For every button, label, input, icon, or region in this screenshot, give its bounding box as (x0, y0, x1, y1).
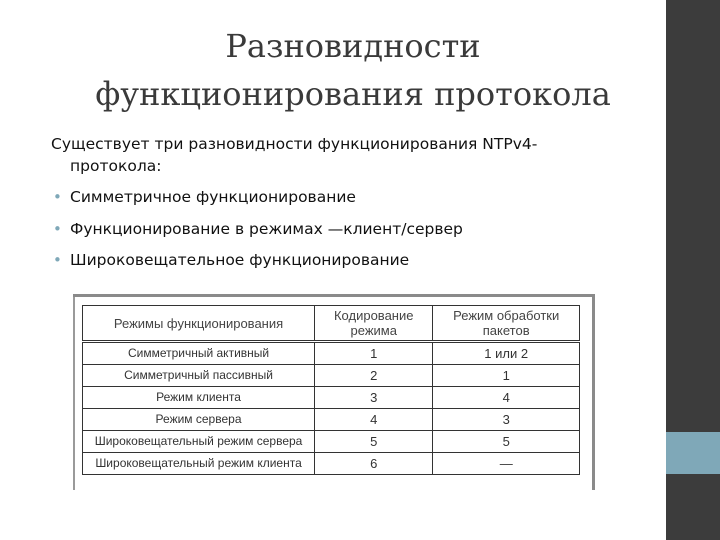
bullet-item (51, 249, 651, 271)
cell-mode: Режим сервера (83, 409, 315, 431)
cell-mode: Симметричный активный (83, 342, 315, 365)
slide-title (40, 22, 666, 118)
title-line-2: функционирования протокола (95, 75, 611, 113)
table-row (83, 387, 580, 409)
cell-packet: 4 (433, 387, 580, 409)
bullet-dot-icon: • (53, 219, 62, 238)
bullet-item (51, 186, 651, 208)
cell-mode: Симметричный пассивный (83, 365, 315, 387)
slide-body (51, 133, 651, 281)
cell-code: 3 (315, 387, 433, 409)
modes-table (82, 305, 580, 475)
cell-code: 5 (315, 431, 433, 453)
cell-code: 2 (315, 365, 433, 387)
cell-packet: 1 (433, 365, 580, 387)
table-row (83, 453, 580, 475)
intro-line-1: Существует три разновидности функционирования NTPv4- (51, 135, 538, 153)
cell-packet: 3 (433, 409, 580, 431)
bullet-text: Функционирование в режимах —клиент/сервер (70, 219, 463, 238)
table-row (83, 342, 580, 365)
cell-packet: — (433, 453, 580, 475)
cell-mode: Широковещательный режим клиента (83, 453, 315, 475)
bullet-list (51, 186, 651, 271)
table-row (83, 409, 580, 431)
header-modes: Режимы функционирования (83, 306, 315, 342)
cell-mode: Режим клиента (83, 387, 315, 409)
bullet-item (51, 218, 651, 240)
cell-packet: 1 или 2 (433, 342, 580, 365)
bullet-text: Симметричное функционирование (70, 188, 356, 206)
intro-line-2: протокола: (70, 157, 162, 175)
cell-code: 6 (315, 453, 433, 475)
header-mode-code: Кодирование режима (315, 306, 433, 342)
intro-paragraph (51, 133, 651, 177)
cell-code: 1 (315, 342, 433, 365)
table-image-frame (73, 294, 595, 490)
cell-packet: 5 (433, 431, 580, 453)
bullet-dot-icon: • (53, 251, 62, 269)
header-packet-mode: Режим обработки пакетов (433, 306, 580, 342)
bullet-dot-icon: • (53, 188, 62, 206)
cell-mode: Широковещательный режим сервера (83, 431, 315, 453)
side-accent-block (666, 432, 720, 474)
table-header-row (83, 306, 580, 342)
cell-code: 4 (315, 409, 433, 431)
title-line-1: Разновидности (225, 27, 481, 65)
bullet-text: Широковещательное функционирование (70, 251, 410, 269)
table-row (83, 365, 580, 387)
table-row (83, 431, 580, 453)
